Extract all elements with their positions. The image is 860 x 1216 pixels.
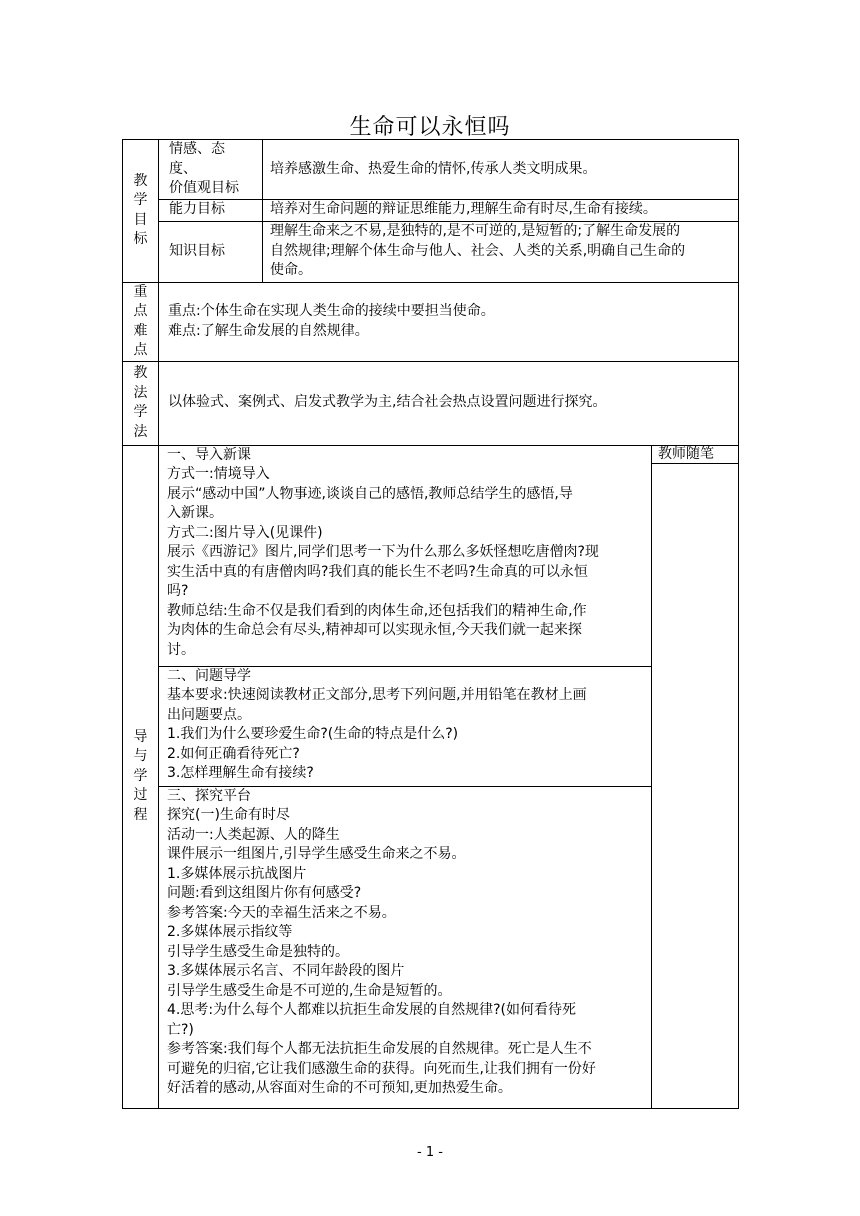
exploration-section: 三、探究平台 探究(一)生命有时尽 活动一:人类起源、人的降生 课件展示一组图片,引导学生感受生命来之不易。 1.多媒体展示抗战图片 问题:看到这组图片你有何感受? 参考答案:今天的幸福生活来之不易。 2.多媒体展示指纹等 引导学生感受生命是独特的。 3.多媒体展示名言、不同年龄段的图片 引导学生感受生命是不可逆的,生命是短暂的。 4.思考:为什么每个人都难以抗拒生命发展的自然规律?(如何看待死 亡?) 参考答案:我们每个人都无法抗拒生命发展的自然规律。死亡是人生不 可避免的归宿,它让我们感激生命的获得。向死而生,让我们拥有一份好 好活着的感动,从容面对生命的不可预知,更加热爱生命。 bbox=[159, 786, 652, 1108]
keypoints-text: 重点:个体生命在实现人类生命的接续中要担当使命。 难点:了解生命发展的自然规律。 bbox=[159, 282, 739, 361]
methods-label: 教 法 学 法 bbox=[123, 361, 159, 445]
emotion-goal-text: 培养感激生命、热爱生命的情怀,传承人类文明成果。 bbox=[263, 140, 739, 200]
knowledge-goal-label: 知识目标 bbox=[159, 221, 263, 282]
teacher-notes-column bbox=[652, 445, 739, 1108]
goals-label: 教 学 目 标 bbox=[123, 140, 159, 283]
question-guide-section: 二、问题导学 基本要求:快速阅读教材正文部分,思考下列问题,并用铅笔在教材上画 出问题要点。 1.我们为什么要珍爱生命?(生命的特点是什么?) 2.如何正确看待死亡? 3.怎样理解生命有接续? bbox=[159, 666, 652, 786]
process-label: 导 与 学 过 程 bbox=[123, 445, 159, 1108]
teacher-notes-header: 教师随笔 bbox=[652, 446, 738, 464]
ability-goal-label: 能力目标 bbox=[159, 199, 263, 221]
keypoints-label: 重 点 难 点 bbox=[123, 282, 159, 361]
knowledge-goal-text: 理解生命来之不易,是独特的,是不可逆的,是短暂的;了解生命发展的 自然规律;理解个体生命与他人、社会、人类的关系,明确自己生命的 使命。 bbox=[263, 221, 739, 282]
page-title: 生命可以永恒吗 bbox=[349, 115, 511, 140]
methods-text: 以体验式、案例式、启发式教学为主,结合社会热点设置问题进行探究。 bbox=[159, 361, 739, 445]
page-number: - 1 - bbox=[417, 1145, 443, 1160]
ability-goal-text: 培养对生命问题的辩证思维能力,理解生命有时尽,生命有接续。 bbox=[263, 199, 739, 221]
emotion-goal-label: 情感、态 度、 价值观目标 bbox=[159, 140, 263, 200]
intro-section: 一、导入新课 方式一:情境导入 展示“感动中国”人物事迹,谈谈自己的感悟,教师总结学生的感悟,导 入新课。 方式二:图片导入(见课件) 展示《西游记》图片,同学们思考一下为什么那么多妖怪想吃唐僧肉?现 实生活中真的有唐僧肉吗?我们真的能长生不老吗?生命真的可以永恒 吗? 教师总结:生命不仅是我们看到的肉体生命,还包括我们的精神生命,作 为肉体的生命总会有尽头,精神却可以实现永恒,今天我们就一起来探 讨。 bbox=[159, 445, 652, 666]
lesson-plan-table bbox=[122, 139, 739, 1109]
